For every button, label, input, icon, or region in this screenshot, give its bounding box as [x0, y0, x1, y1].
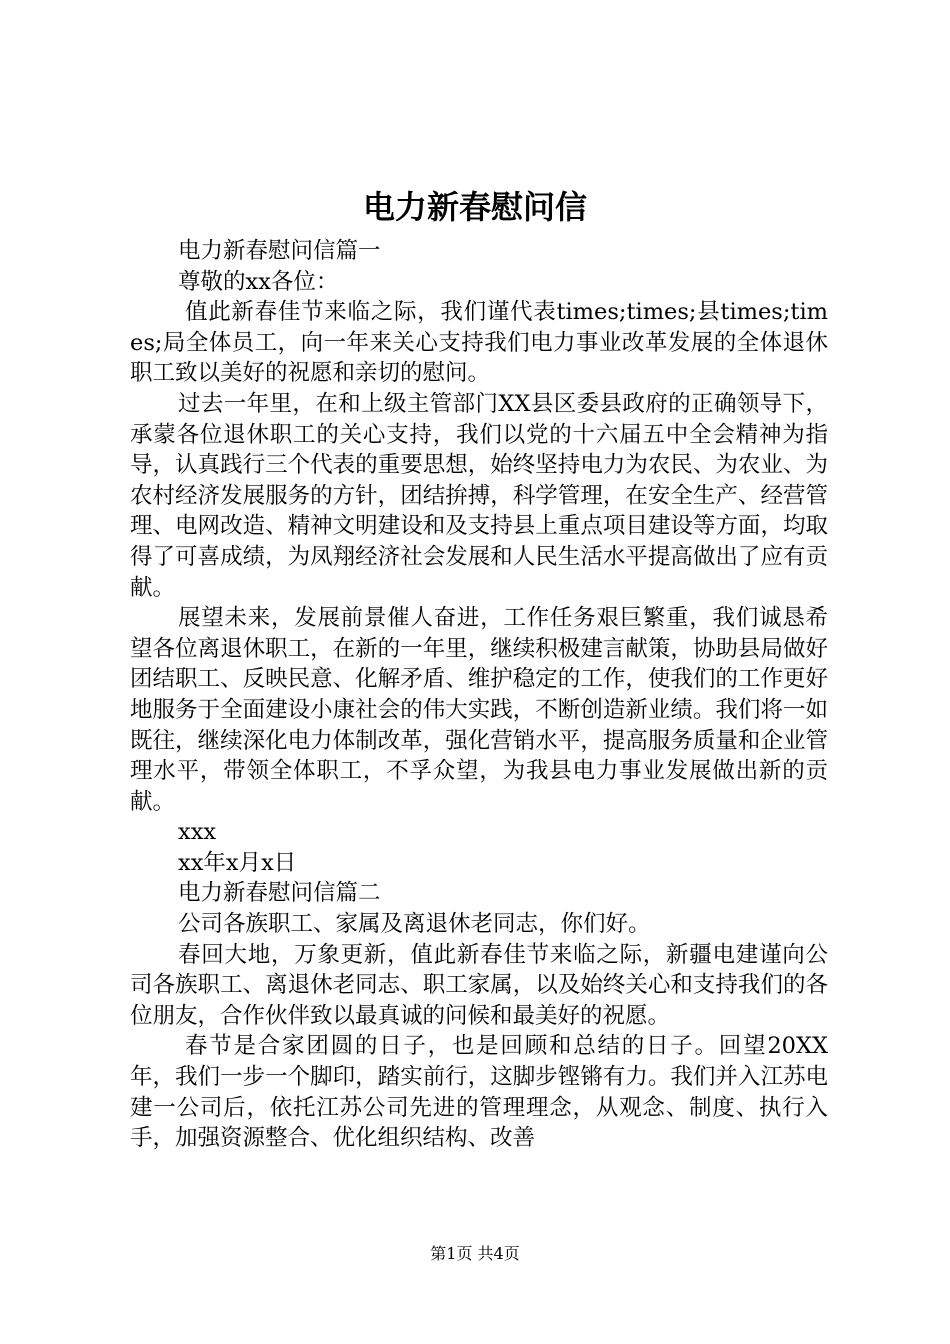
section-heading-2: 电力新春慰问信篇二 [178, 880, 381, 907]
paragraph: 过去一年里，在和上级主管部门XX县区委县政府的正确领导下，承蒙各位退休职工的关心支持，我们以党的十六届五中全会精神为指导，认真践行三个代表的重要思想，始终坚持电力为农民、为农业、为农村经济发展服务的方针，团结拚搏，科学管理，在安全生产、经营管理、电网改造、精神文明建设和及支持县上重点项目建设等方面，均取得了可喜成绩，为凤翔经济社会发展和人民生活水平提高做出了应有贡献。 [130, 390, 828, 601]
paragraph: 值此新春佳节来临之际，我们谨代表times;times;县times;times;局全体员工，向一年来关心支持我们电力事业改革发展的全体退休职工致以美好的祝愿和亲切的慰问。 [130, 299, 828, 387]
paragraph: 春回大地，万象更新，值此新春佳节来临之际，新疆电建谨向公司各族职工、离退休老同志、职工家属，以及始终关心和支持我们的各位朋友，合作伙伴致以最真诚的问候和最美好的祝愿。 [130, 941, 828, 1029]
document-title: 电力新春慰问信 [362, 188, 587, 226]
date-line: xx年x月x日 [178, 849, 297, 876]
paragraph: 展望未来，发展前景催人奋进，工作任务艰巨繁重，我们诚恳希望各位离退休职工，在新的一年里，继续积极建言献策，协助县局做好团结职工、反映民意、化解矛盾、维护稳定的工作，使我们的工作更好地服务于全面建设小康社会的伟大实践，不断创造新业绩。我们将一如既往，继续深化电力体制改革，强化营销水平，提高服务质量和企业管理水平，带领全体职工，不孚众望，为我县电力事业发展做出新的贡献。 [130, 605, 828, 815]
salutation-2: 公司各族职工、家属及离退休老同志，你们好。 [178, 911, 651, 938]
salutation-1: 尊敬的xx各位： [178, 268, 339, 295]
document-body [130, 236, 828, 1154]
section-heading-1: 电力新春慰问信篇一 [178, 238, 381, 264]
page-number-footer: 第1页 共4页 [430, 1244, 520, 1263]
signature: xxx [178, 819, 217, 846]
paragraph: 春节是合家团圆的日子，也是回顾和总结的日子。回望20XX年，我们一步一个脚印，踏实前行，这脚步铿锵有力。我们并入江苏电建一公司后，依托江苏公司先进的管理理念，从观念、制度、执行入手，加强资源整合、优化组织结构、改善 [130, 1033, 828, 1152]
